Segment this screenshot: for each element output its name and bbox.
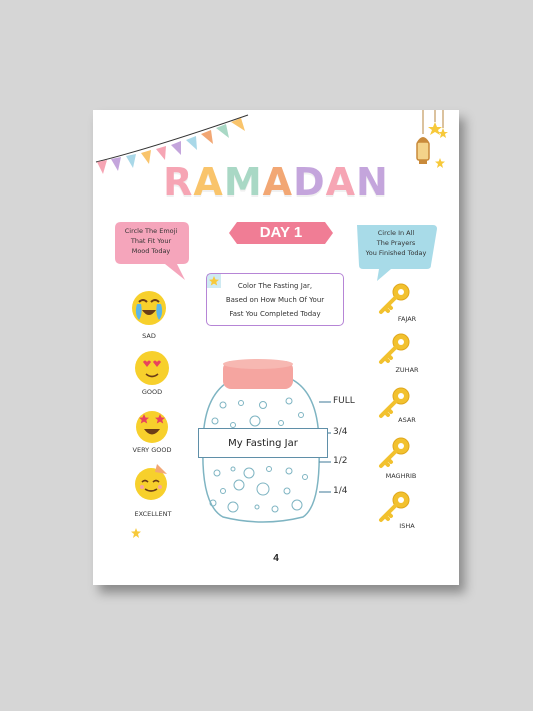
key-icon[interactable] [375, 332, 411, 368]
jar-level-full: FULL [333, 396, 355, 406]
title-letter: A [325, 160, 357, 204]
page-number: 4 [273, 553, 279, 564]
prayer-label: MAGHRIB [385, 472, 417, 480]
title-letter: D [293, 160, 326, 204]
mood-label: EXCELLENT [134, 510, 172, 518]
prayer-instruction-text: Circle In All The Prayers You Finished Today [365, 229, 427, 257]
day-badge: DAY 1 [237, 222, 325, 244]
jar-level-3-4: 3/4 [333, 427, 348, 437]
jar-instruction-box: Color The Fasting Jar, Based on How Much Of Your Fast You Completed Today [206, 273, 344, 326]
title-letter: R [163, 160, 194, 204]
title-letter: M [223, 160, 263, 204]
jar-level-1-2: 1/2 [333, 456, 348, 466]
star-eyes-emoji-icon[interactable] [134, 408, 170, 444]
prayer-label: ASAR [398, 416, 416, 424]
worksheet-page [93, 110, 459, 585]
prayer-label: ZUHAR [395, 366, 419, 374]
star-icon [131, 528, 141, 538]
mood-label: SAD [142, 332, 156, 340]
prayer-label: FAJAR [397, 315, 417, 323]
page-title [93, 160, 459, 204]
key-icon[interactable] [375, 490, 411, 526]
heart-eyes-emoji-icon[interactable] [134, 350, 170, 386]
key-icon[interactable] [375, 282, 411, 318]
mood-instruction-text: Circle The Emoji That Fit Your Mood Today [124, 227, 178, 255]
jar-label: My Fasting Jar [198, 428, 328, 458]
mood-label: GOOD [141, 388, 163, 396]
jar-level-1-4: 1/4 [333, 486, 348, 496]
title-letter: A [193, 160, 224, 204]
prayer-label: ISHA [399, 522, 415, 530]
title-letter: A [262, 160, 294, 204]
key-icon[interactable] [375, 436, 411, 472]
mood-label: VERY GOOD [132, 446, 172, 454]
party-emoji-icon[interactable] [133, 460, 173, 502]
title-letter: N [356, 160, 389, 204]
crying-emoji-icon[interactable] [131, 290, 167, 326]
